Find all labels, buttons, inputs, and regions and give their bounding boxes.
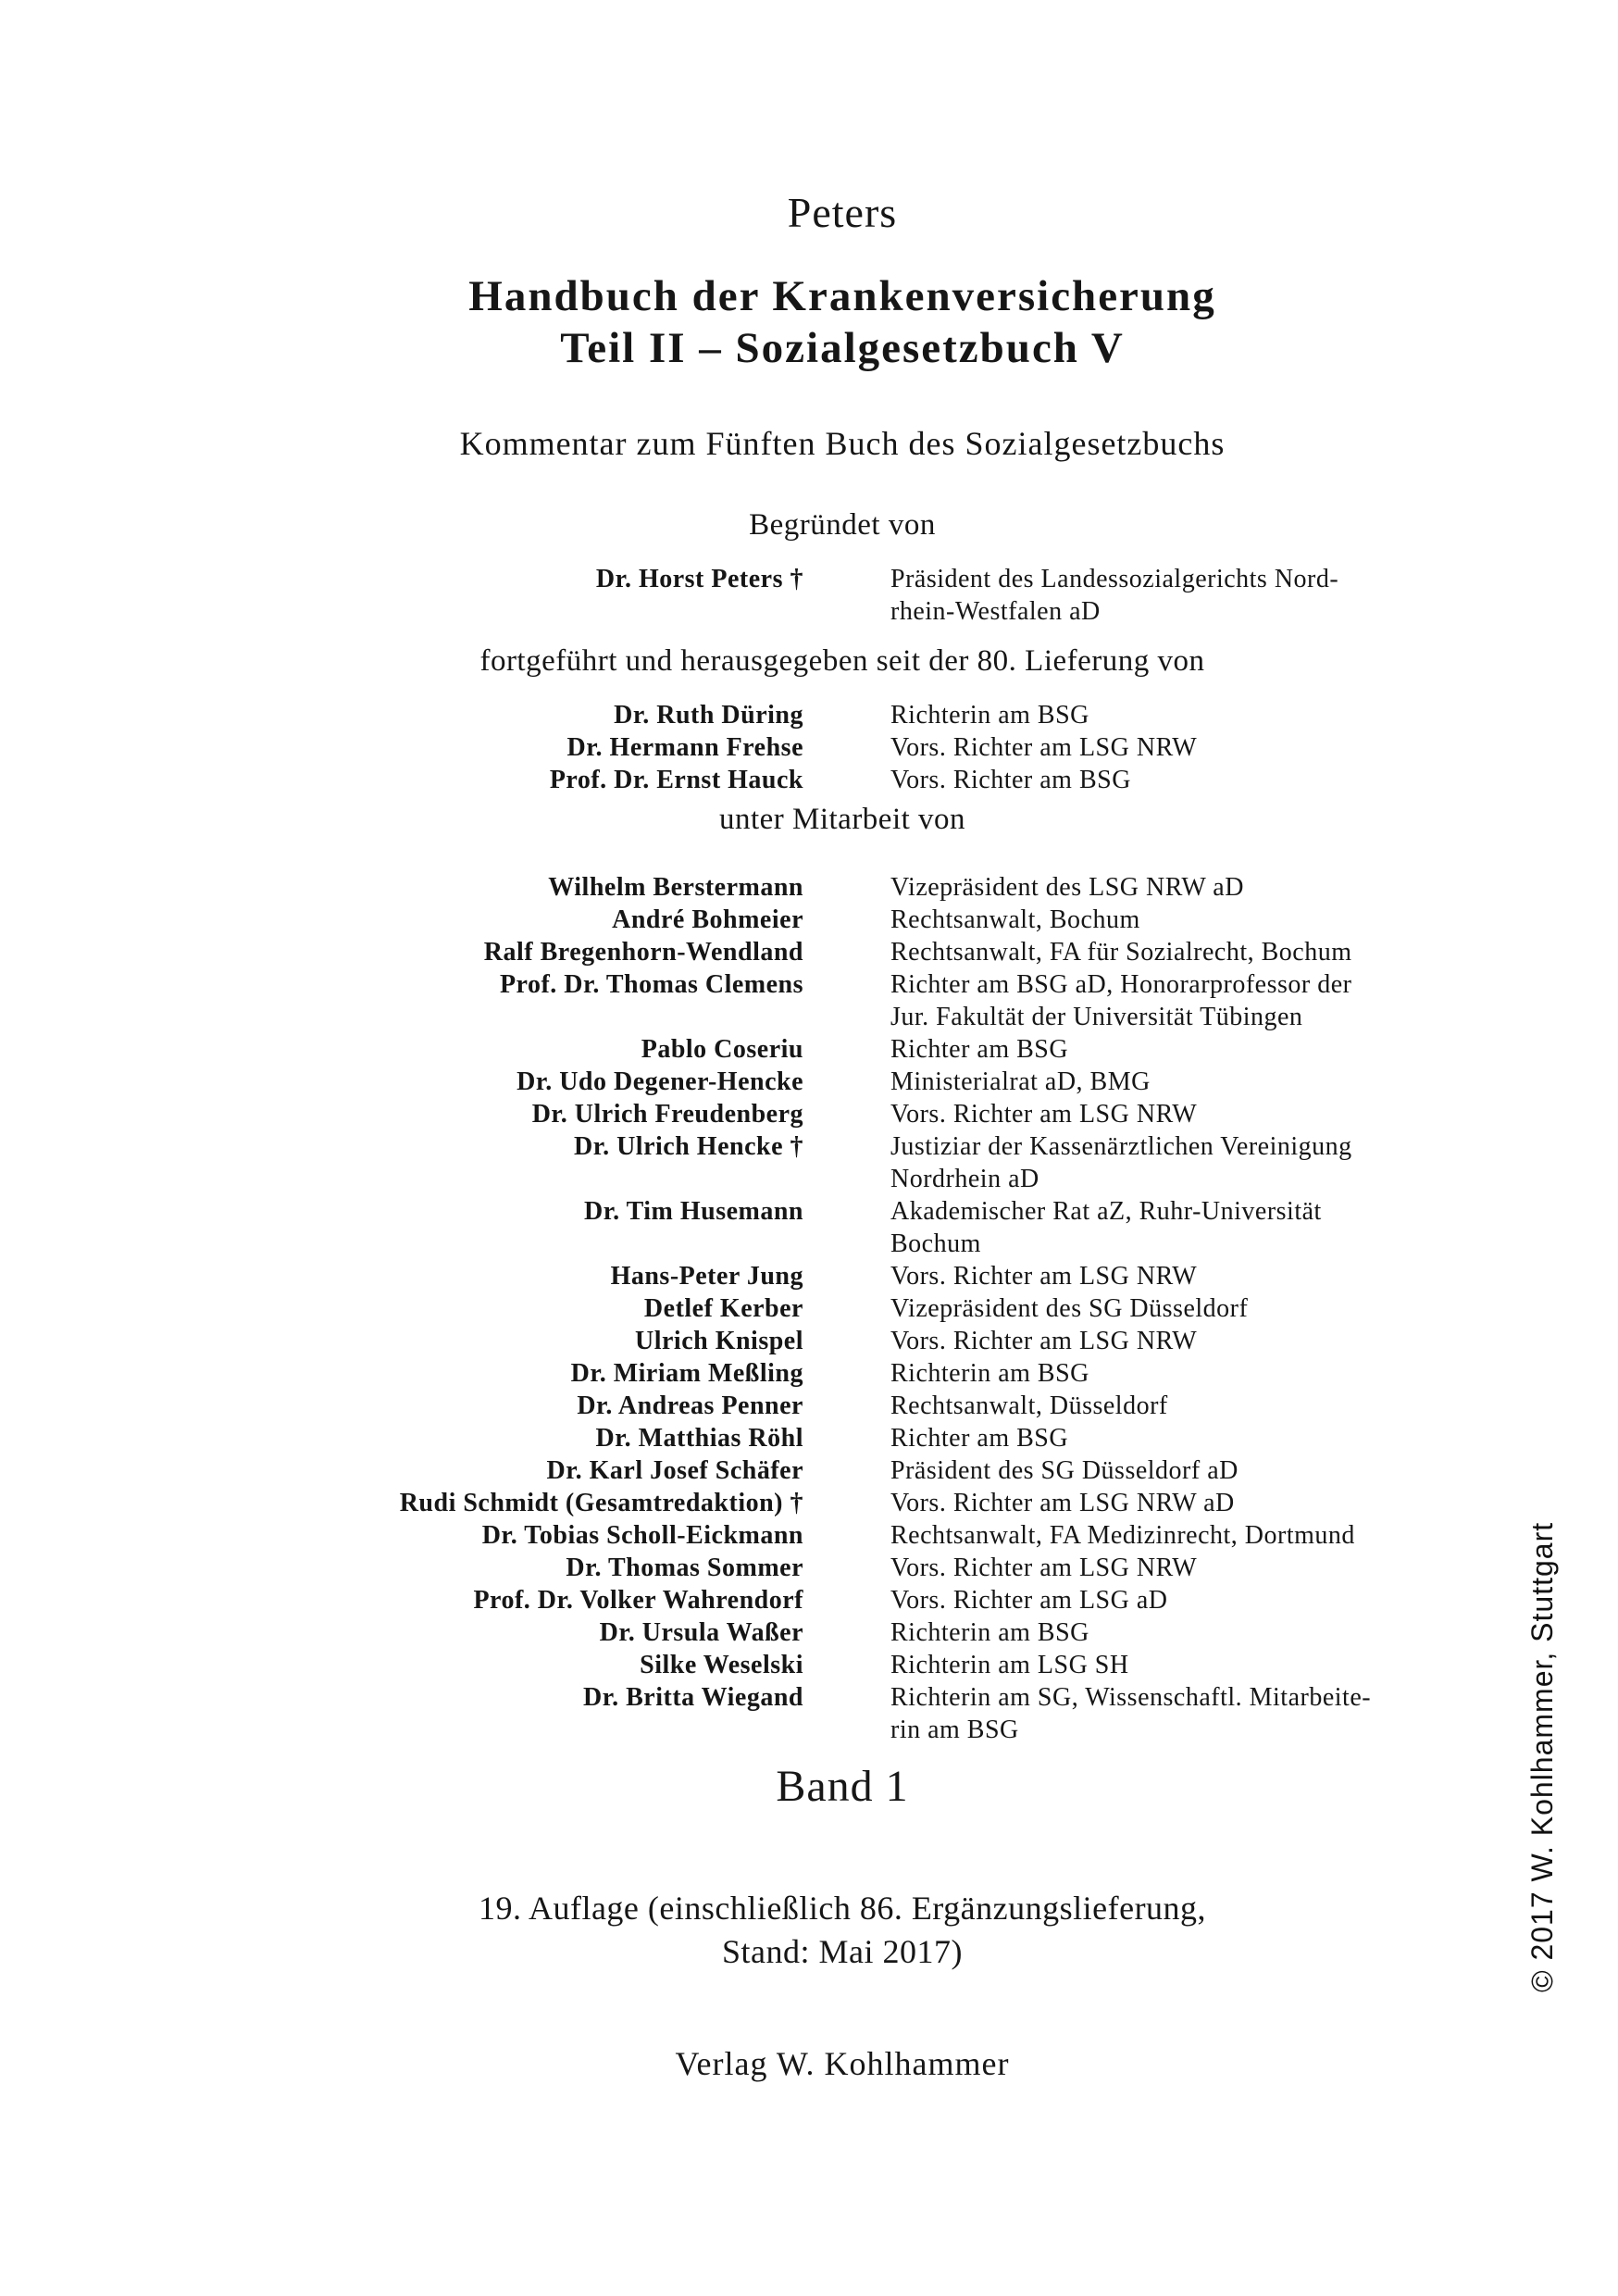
person-name: Dr. Udo Degener-Hencke [517, 1067, 803, 1096]
person-name: Dr. Karl Josef Schäfer [546, 1456, 803, 1485]
person-row [268, 563, 1444, 628]
person-row [268, 1519, 1444, 1552]
person-name: Dr. Britta Wiegand [583, 1683, 803, 1712]
person-role [890, 1098, 1444, 1130]
person-name: Dr. Matthias Röhl [595, 1424, 803, 1453]
person-role-line: Vors. Richter am LSG aD [890, 1586, 1168, 1615]
person-row [268, 1292, 1444, 1325]
person-row [268, 1584, 1444, 1616]
person-role-line: Rechtsanwalt, FA für Sozialrecht, Bochum [890, 938, 1352, 967]
volume-title: Band 1 [776, 1762, 909, 1811]
person-role [890, 1584, 1444, 1616]
contributor-rows [268, 871, 1444, 1746]
vertical-copyright: © 2017 W. Kohlhammer, Stuttgart [1525, 1521, 1559, 1992]
person-name: Dr. Ulrich Freudenberg [531, 1100, 803, 1129]
person-name: Detlef Kerber [643, 1294, 803, 1323]
person-role [890, 764, 1444, 796]
person-role-line: Vors. Richter am BSG [890, 766, 1131, 794]
person-row [268, 1649, 1444, 1681]
person-role [890, 1649, 1444, 1681]
edition-line2: Stand: Mai 2017) [722, 1933, 963, 1970]
person-row [268, 904, 1444, 936]
person-role [890, 699, 1444, 731]
person-role-line: Justiziar der Kassenärztlichen Vereinigung [890, 1132, 1352, 1161]
person-name: Dr. Ursula Waßer [599, 1618, 803, 1647]
person-role-line: Bochum [890, 1229, 981, 1258]
person-role-line: Vors. Richter am LSG NRW aD [890, 1489, 1235, 1517]
person-row [268, 1454, 1444, 1487]
person-row [268, 1033, 1444, 1066]
person-row [268, 1487, 1444, 1519]
person-name: Ulrich Knispel [634, 1327, 803, 1355]
edition-line1: 19. Auflage (einschließlich 86. Ergänzungslieferung, [478, 1890, 1207, 1927]
person-name: Dr. Ruth Düring [614, 701, 803, 730]
person-role [890, 1260, 1444, 1292]
person-name: Dr. Horst Peters † [595, 565, 803, 593]
person-role-line: Richterin am BSG [890, 701, 1089, 730]
person-name: Pablo Coseriu [641, 1035, 803, 1064]
person-row [268, 1422, 1444, 1454]
person-role [890, 1130, 1444, 1195]
person-role [890, 904, 1444, 936]
person-row [268, 871, 1444, 904]
person-role-line: Nordrhein aD [890, 1165, 1039, 1193]
person-role [890, 1033, 1444, 1066]
person-name: Rudi Schmidt (Gesamtredaktion) † [399, 1489, 803, 1517]
person-role [890, 1390, 1444, 1422]
person-name: Dr. Tobias Scholl-Eickmann [481, 1521, 803, 1550]
person-role-line: Richterin am SG, Wissenschaftl. Mitarbeite- [890, 1683, 1372, 1712]
person-role-line: Rechtsanwalt, Bochum [890, 905, 1140, 934]
person-name: Silke Weselski [640, 1651, 803, 1679]
founder-rows [268, 563, 1444, 628]
person-role-line: Akademischer Rat aZ, Ruhr-Universität [890, 1197, 1322, 1226]
person-row [268, 1552, 1444, 1584]
person-role [890, 1487, 1444, 1519]
person-row [268, 699, 1444, 731]
person-role-line: Ministerialrat aD, BMG [890, 1067, 1151, 1096]
book-title-line1: Handbuch der Krankenversicherung [468, 272, 1216, 320]
person-role [890, 936, 1444, 968]
contributors-label: unter Mitarbeit von [718, 803, 966, 836]
continued-by-label: fortgeführt und herausgegeben seit der 80. Lieferung von [479, 644, 1205, 678]
person-name: Dr. Tim Husemann [584, 1197, 803, 1226]
person-role-line: Vors. Richter am LSG NRW [890, 733, 1198, 762]
person-name: Ralf Bregenhorn-Wendland [483, 938, 803, 967]
person-role-line: Vors. Richter am LSG NRW [890, 1262, 1198, 1291]
person-row [268, 1681, 1444, 1746]
person-row [268, 1066, 1444, 1098]
person-name: Dr. Miriam Meßling [570, 1359, 803, 1388]
person-role [890, 1552, 1444, 1584]
person-name: Dr. Thomas Sommer [566, 1554, 803, 1582]
book-title [268, 270, 1416, 374]
person-name: Dr. Hermann Frehse [566, 733, 803, 762]
person-row [268, 731, 1444, 764]
person-role [890, 1422, 1444, 1454]
person-role-line: Richter am BSG aD, Honorarprofessor der [890, 970, 1352, 999]
person-role [890, 731, 1444, 764]
founded-by-label: Begründet von [749, 508, 936, 542]
person-name: Dr. Ulrich Hencke † [574, 1132, 803, 1161]
person-name: Prof. Dr. Ernst Hauck [549, 766, 803, 794]
person-role-line: Vizepräsident des SG Düsseldorf [890, 1294, 1249, 1323]
person-role [890, 563, 1444, 628]
publisher-name: Verlag W. Kohlhammer [675, 2045, 1010, 2082]
subtitle: Kommentar zum Fünften Buch des Sozialgesetzbuchs [459, 425, 1226, 462]
person-role [890, 1681, 1444, 1746]
person-role-line: Vizepräsident des LSG NRW aD [890, 873, 1244, 902]
person-row [268, 1390, 1444, 1422]
person-name: Wilhelm Berstermann [548, 873, 803, 902]
person-row [268, 764, 1444, 796]
person-row [268, 1325, 1444, 1357]
person-role-line: Richterin am BSG [890, 1359, 1089, 1388]
person-row [268, 1130, 1444, 1195]
person-row [268, 968, 1444, 1033]
person-role-line: Richterin am LSG SH [890, 1651, 1129, 1679]
person-row [268, 1098, 1444, 1130]
person-role-line: Richter am BSG [890, 1035, 1069, 1064]
edition-note [268, 1887, 1416, 1974]
person-role [890, 871, 1444, 904]
person-role-line: Präsident des SG Düsseldorf aD [890, 1456, 1238, 1485]
person-role-line: Präsident des Landessozialgerichts Nord- [890, 565, 1339, 593]
person-row [268, 1616, 1444, 1649]
person-role [890, 1519, 1444, 1552]
person-role-line: Jur. Fakultät der Universität Tübingen [890, 1003, 1303, 1031]
person-role-line: rhein-Westfalen aD [890, 597, 1101, 626]
person-row [268, 1357, 1444, 1390]
person-role-line: Vors. Richter am LSG NRW [890, 1327, 1198, 1355]
person-role [890, 1357, 1444, 1390]
person-row [268, 1195, 1444, 1260]
person-name: Prof. Dr. Thomas Clemens [499, 970, 803, 999]
person-role-line: Rechtsanwalt, FA Medizinrecht, Dortmund [890, 1521, 1355, 1550]
person-role [890, 1325, 1444, 1357]
person-role [890, 968, 1444, 1033]
person-row [268, 1260, 1444, 1292]
person-name: André Bohmeier [612, 905, 803, 934]
person-role [890, 1616, 1444, 1649]
editor-rows [268, 699, 1444, 796]
person-role [890, 1454, 1444, 1487]
series-title: Peters [787, 189, 898, 236]
person-role-line: Vors. Richter am LSG NRW [890, 1554, 1198, 1582]
person-role-line: Richter am BSG [890, 1424, 1069, 1453]
person-role [890, 1195, 1444, 1260]
person-role [890, 1292, 1444, 1325]
person-role-line: Rechtsanwalt, Düsseldorf [890, 1391, 1168, 1420]
person-name: Dr. Andreas Penner [577, 1391, 803, 1420]
person-role-line: rin am BSG [890, 1716, 1019, 1744]
person-name: Prof. Dr. Volker Wahrendorf [473, 1586, 803, 1615]
person-row [268, 936, 1444, 968]
person-name: Hans-Peter Jung [610, 1262, 803, 1291]
person-role-line: Vors. Richter am LSG NRW [890, 1100, 1198, 1129]
person-role [890, 1066, 1444, 1098]
person-role-line: Richterin am BSG [890, 1618, 1089, 1647]
book-title-line2: Teil II – Sozialgesetzbuch V [560, 324, 1125, 372]
